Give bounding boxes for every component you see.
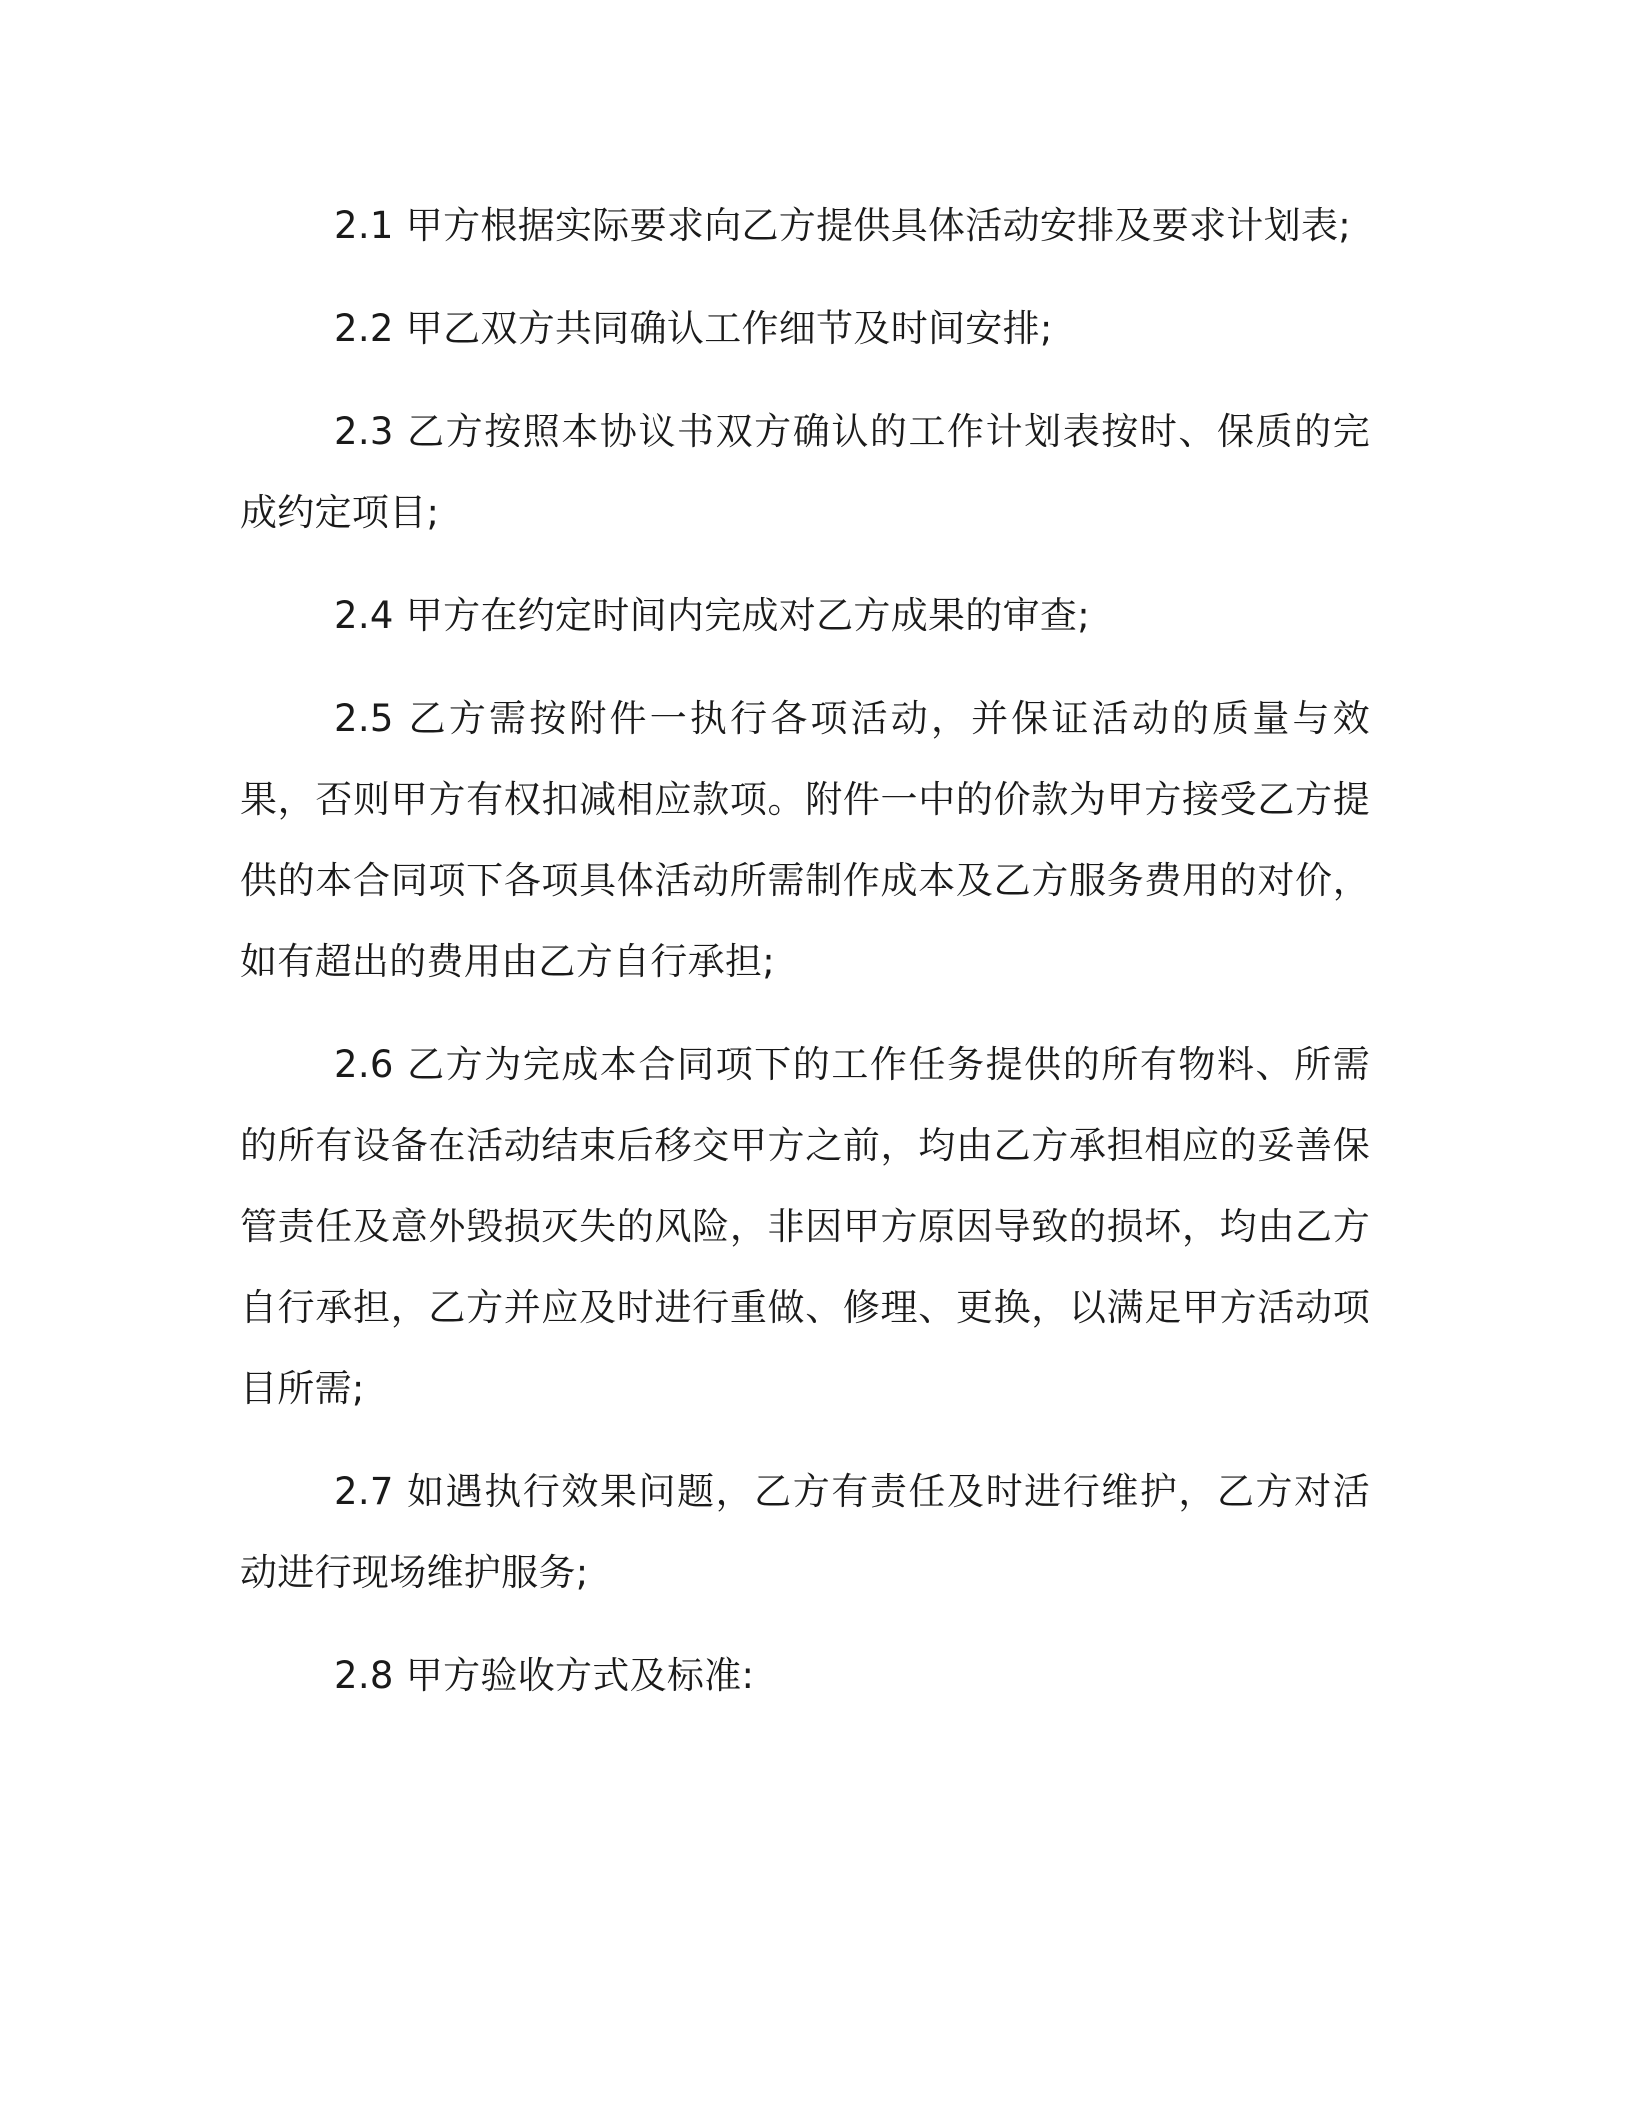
clause-2-2: 2.2 甲乙双方共同确认工作细节及时间安排; (334, 307, 1053, 350)
clause-2-6: 2.6 乙方为完成本合同项下的工作任务提供的所有物料、所需的所有设备在活动结束后移交甲方之前，均由乙方承担相应的妥善保管责任及意外毁损灭失的风险，非因甲方原因导致的损坏，均由乙方自行承担，乙方并应及时进行重做、修理、更换，以满足甲方活动项目所需; (240, 1043, 1370, 1410)
clause-2-3: 2.3 乙方按照本协议书双方确认的工作计划表按时、保质的完成约定项目; (240, 410, 1370, 534)
document-body (240, 185, 1370, 1716)
clause-2-7: 2.7 如遇执行效果问题，乙方有责任及时进行维护，乙方对活动进行现场维护服务; (240, 1470, 1370, 1594)
clause-2-8: 2.8 甲方验收方式及标准: (334, 1654, 755, 1697)
clause-2-4: 2.4 甲方在约定时间内完成对乙方成果的审查; (334, 594, 1090, 637)
clause-2-1: 2.1 甲方根据实际要求向乙方提供具体活动安排及要求计划表; (334, 204, 1352, 247)
clause-2-5: 2.5 乙方需按附件一执行各项活动，并保证活动的质量与效果，否则甲方有权扣减相应款项。附件一中的价款为甲方接受乙方提供的本合同项下各项具体活动所需制作成本及乙方服务费用的对价，如有超出的费用由乙方自行承担; (240, 697, 1370, 983)
